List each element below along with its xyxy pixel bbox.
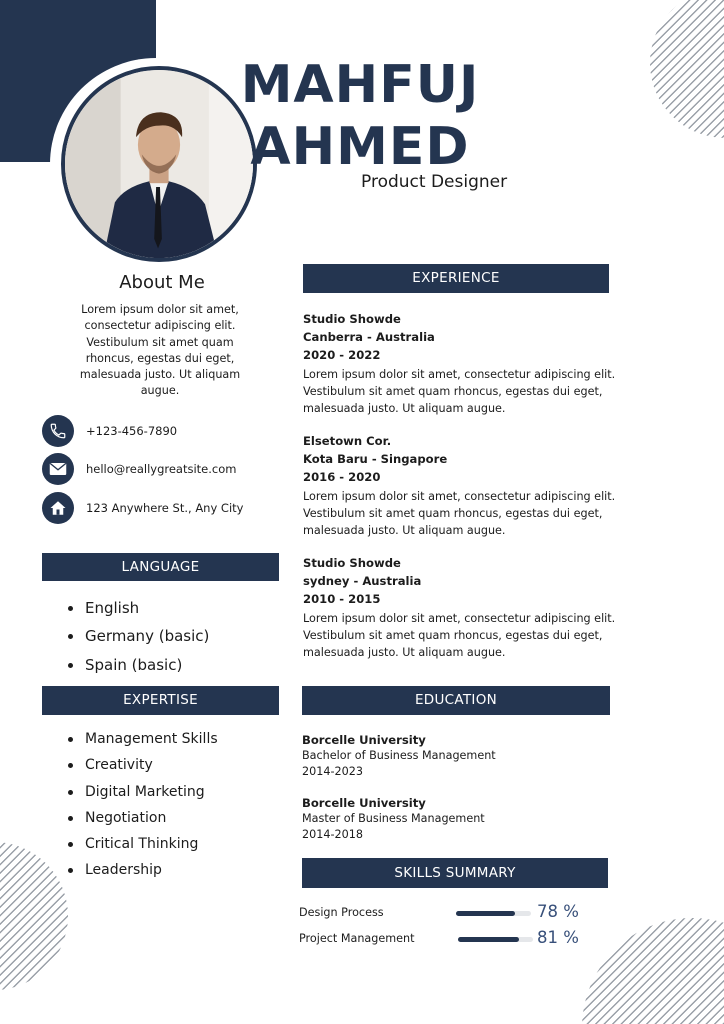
expertise-list — [68, 731, 218, 889]
email-text: hello@reallygreatsite.com — [86, 462, 237, 476]
list-item: Negotiation — [68, 810, 218, 836]
job-years: 2016 - 2020 — [303, 470, 381, 484]
skill-row — [299, 902, 599, 924]
skills-summary-heading: SKILLS SUMMARY — [302, 858, 608, 888]
striped-circle-decoration — [0, 842, 68, 990]
company-name: Studio Showde — [303, 312, 401, 326]
education-years: 2014-2018 — [302, 828, 363, 841]
mail-icon — [42, 453, 74, 485]
language-heading: LANGUAGE — [42, 553, 279, 581]
education-years: 2014-2023 — [302, 765, 363, 778]
job-location: sydney - Australia — [303, 574, 422, 588]
phone-text: +123-456-7890 — [86, 424, 178, 438]
school-name: Borcelle University — [302, 796, 426, 810]
phone-icon — [42, 415, 74, 447]
about-text: Lorem ipsum dolor sit amet, consectetur adipiscing elit. Vestibulum sit amet quam rhoncus, egestas dui eget, malesuada justo. Ut aliquam augue. — [79, 303, 241, 398]
striped-circle-decoration — [582, 918, 724, 1024]
skill-name: Project Management — [299, 932, 415, 945]
candidate-name — [240, 54, 480, 178]
job-years: 2010 - 2015 — [303, 592, 381, 606]
last-name: AHMED — [250, 117, 470, 177]
skill-name: Design Process — [299, 906, 384, 919]
skill-row — [299, 928, 599, 950]
address-text: 123 Anywhere St., Any City — [86, 501, 244, 515]
list-item: Spain (basic) — [68, 656, 209, 684]
contact-email — [42, 453, 236, 485]
list-item: Digital Marketing — [68, 784, 218, 810]
home-icon — [42, 492, 74, 524]
experience-entry — [303, 554, 633, 661]
skill-percent: 81 % — [537, 928, 579, 947]
education-entry — [302, 732, 602, 780]
list-item: English — [68, 599, 209, 627]
list-item: Management Skills — [68, 731, 218, 757]
company-name: Elsetown Cor. — [303, 434, 392, 448]
experience-entry — [303, 310, 633, 417]
experience-entry — [303, 432, 633, 539]
first-name: MAHFUJ — [240, 55, 480, 115]
education-heading: EDUCATION — [302, 686, 610, 715]
company-name: Studio Showde — [303, 556, 401, 570]
list-item: Leadership — [68, 862, 218, 888]
about-heading: About Me — [119, 272, 205, 293]
experience-heading: EXPERIENCE — [303, 264, 609, 293]
degree-name: Bachelor of Business Management — [302, 749, 496, 762]
skill-percent: 78 % — [537, 902, 579, 921]
job-title: Product Designer — [361, 172, 508, 192]
striped-circle-decoration — [650, 0, 724, 138]
job-location: Kota Baru - Singapore — [303, 452, 448, 466]
list-item: Critical Thinking — [68, 836, 218, 862]
job-location: Canberra - Australia — [303, 330, 435, 344]
skill-bar-track — [458, 937, 533, 942]
job-description: Lorem ipsum dolor sit amet, consectetur adipiscing elit. Vestibulum sit amet quam rhoncus, egestas dui eget, malesuada justo. Ut aliquam augue. — [303, 368, 616, 415]
profile-photo — [61, 66, 257, 262]
education-entry — [302, 795, 602, 843]
skill-bar-track — [456, 911, 531, 916]
job-description: Lorem ipsum dolor sit amet, consectetur adipiscing elit. Vestibulum sit amet quam rhoncus, egestas dui eget, malesuada justo. Ut aliquam augue. — [303, 490, 616, 537]
list-item: Germany (basic) — [68, 627, 209, 655]
contact-phone — [42, 415, 177, 447]
contact-address — [42, 492, 243, 524]
job-description: Lorem ipsum dolor sit amet, consectetur adipiscing elit. Vestibulum sit amet quam rhoncus, egestas dui eget, malesuada justo. Ut aliquam augue. — [303, 612, 616, 659]
list-item: Creativity — [68, 757, 218, 783]
job-years: 2020 - 2022 — [303, 348, 381, 362]
language-list — [68, 599, 209, 684]
skill-bar-fill — [456, 911, 515, 916]
school-name: Borcelle University — [302, 733, 426, 747]
skill-bar-fill — [458, 937, 519, 942]
expertise-heading: EXPERTISE — [42, 686, 279, 715]
degree-name: Master of Business Management — [302, 812, 485, 825]
